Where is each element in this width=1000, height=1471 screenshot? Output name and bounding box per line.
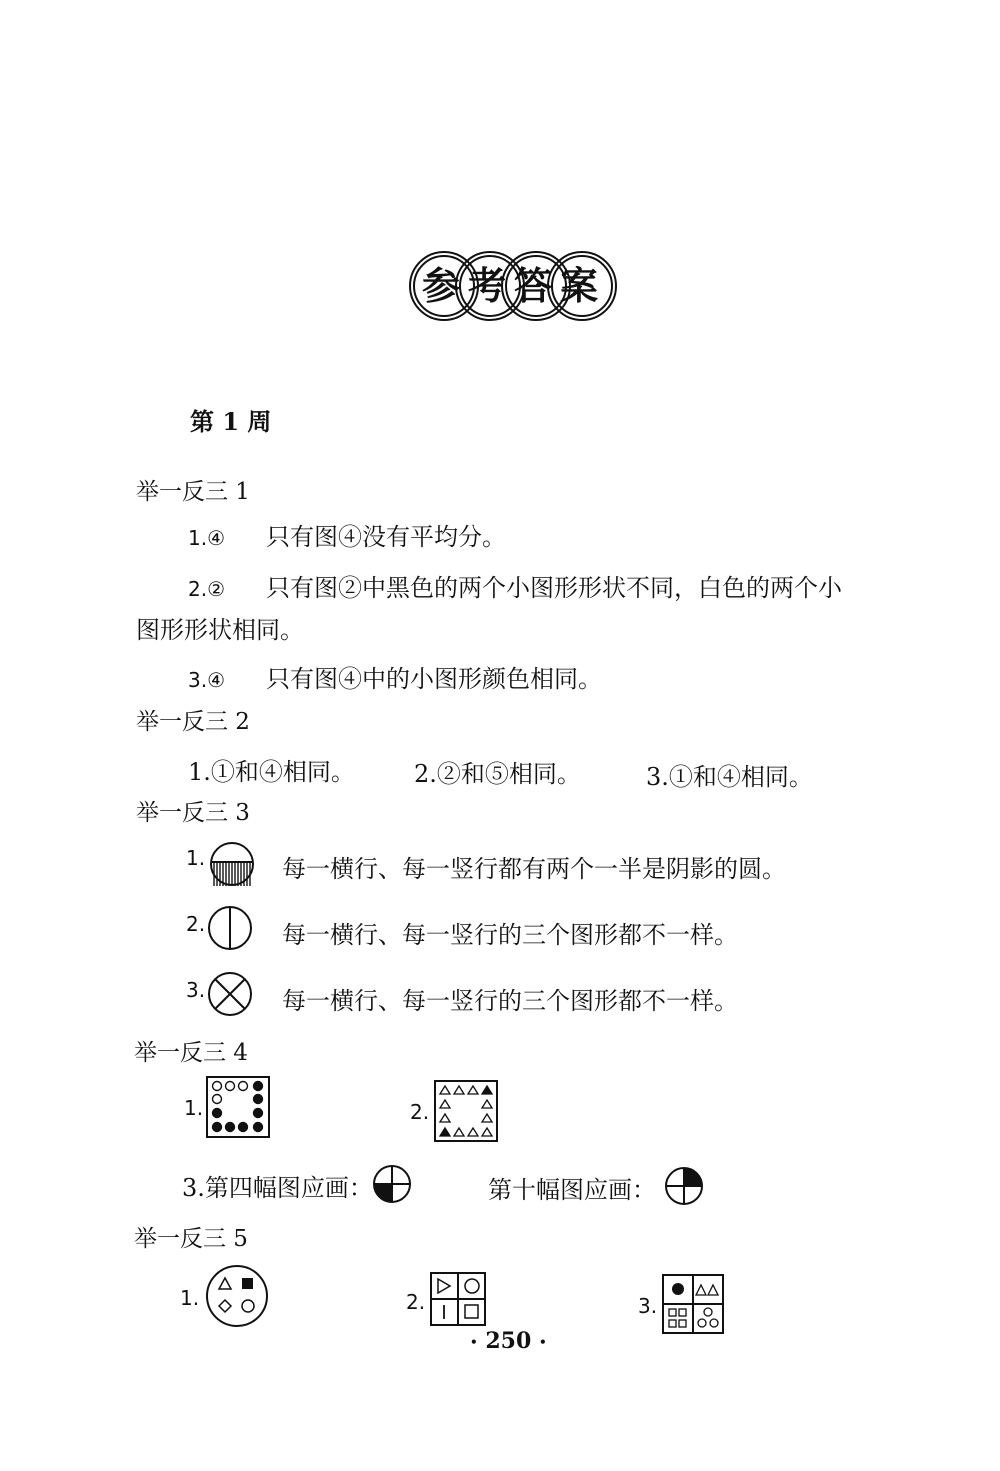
answer-number: 1.④ [188,526,226,550]
answer-4-3: 3.第四幅图应画： [182,1174,373,1202]
answer-1-2 [188,568,842,603]
answer-number: 3.④ [188,668,226,692]
answer-text: 只有图②中黑色的两个小图形形状不同，白色的两个小 [266,574,842,602]
section-label-4: 举一反三 4 [134,1040,248,1066]
circle-border-grid-figure [206,1076,270,1138]
answer-text: 只有图④中的小图形颜色相同。 [266,665,602,693]
answer-number: 2.② [188,577,226,601]
title-char: 答 [513,263,552,308]
crossed-circle-figure [206,970,254,1018]
answer-number: 1. [184,1096,204,1120]
answer-1-2-continued: 图形形状相同。 [136,616,304,644]
section-label-3: 举一反三 3 [136,800,250,826]
section-label-1: 举一反三 1 [136,479,250,505]
answer-text: 每一横行、每一竖行的三个图形都不一样。 [282,987,738,1015]
title-char: 参 [421,263,460,308]
section-label-5: 举一反三 5 [134,1226,248,1252]
footer-dots-left: • [470,1335,478,1349]
four-cell-grouped-shapes-figure [662,1274,724,1334]
answer-number: 3. [638,1294,658,1318]
half-shaded-circle-figure [208,840,256,888]
answer-text: 每一横行、每一竖行都有两个一半是阴影的圆。 [282,855,786,883]
answer-4-3b: 第十幅图应画： [488,1176,656,1204]
week-heading: 第 1 周 [190,407,272,436]
quartered-circle-bottom-left-shaded-figure [368,1164,414,1204]
triangle-border-grid-figure [434,1080,498,1142]
answer-number: 1. [186,846,206,870]
answer-number: 2. [186,912,206,936]
quartered-circle-top-right-shaded-figure [660,1166,706,1206]
answer-text: 每一横行、每一竖行的三个图形都不一样。 [282,921,738,949]
footer-dots-right: • [538,1335,547,1349]
answer-1-3 [188,659,602,694]
answer-number: 2. [406,1290,426,1314]
answer-2-3: 3.①和④相同。 [646,763,813,791]
circle-with-shapes-figure [202,1264,272,1328]
section-label-2: 举一反三 2 [136,709,250,735]
title-char: 考 [467,263,506,308]
answer-2-1: 1.①和④相同。 [188,758,355,786]
four-cell-shapes-figure [430,1272,486,1326]
title-char: 案 [559,263,598,308]
answer-number: 3. [186,978,206,1002]
page-number [470,1328,547,1354]
vertically-split-circle-figure [206,904,254,952]
answer-text: 只有图④没有平均分。 [266,523,506,551]
page-number-value: 250 [485,1328,532,1354]
page-title [408,250,620,322]
answer-number: 2. [410,1100,430,1124]
answer-number: 1. [180,1286,200,1310]
answer-2-2: 2.②和⑤相同。 [414,760,581,788]
answer-1-1 [188,517,506,552]
